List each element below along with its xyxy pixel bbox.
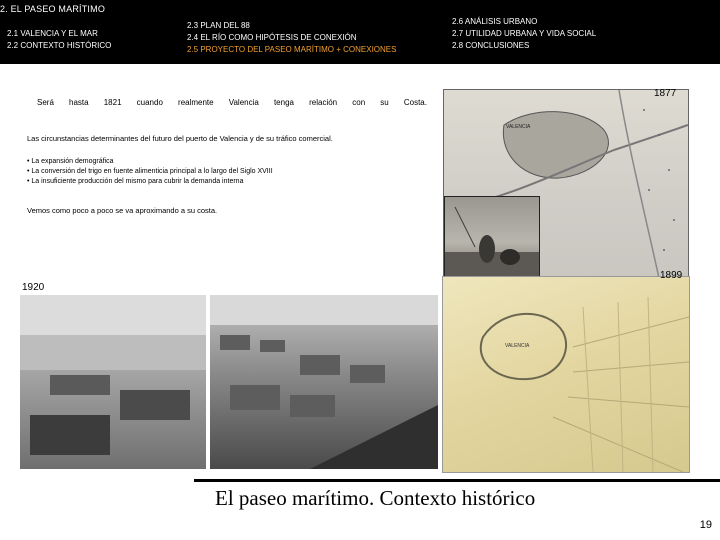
paragraph-circumstances: Las circunstancias determinantes del futuro del puerto de Valencia y de su tráfico comercial. bbox=[27, 134, 333, 143]
aerial-photo-drawing bbox=[210, 295, 438, 469]
nav-item-rio-conexion[interactable]: 2.4 EL RÍO COMO HIPÓTESIS DE CONEXIÓN bbox=[187, 33, 357, 42]
aerial-photo-coast bbox=[210, 295, 438, 469]
nav-column-2 bbox=[187, 20, 396, 56]
year-label-1899: 1899 bbox=[660, 270, 683, 281]
footer-divider bbox=[194, 479, 720, 482]
intro-word: cuando bbox=[136, 98, 163, 107]
page-number: 19 bbox=[699, 519, 712, 531]
nav-column-3 bbox=[452, 16, 596, 52]
bullet-list bbox=[27, 157, 273, 187]
people-on-beach-photo bbox=[444, 196, 540, 280]
intro-word: hasta bbox=[69, 98, 89, 107]
intro-sentence bbox=[37, 98, 427, 107]
nav-item-proyecto-paseo[interactable]: 2.5 PROYECTO DEL PASEO MARÍTIMO + CONEXIONES bbox=[187, 45, 397, 54]
port-photo-drawing bbox=[20, 295, 206, 469]
intro-word: 1821 bbox=[103, 98, 122, 107]
intro-word: Costa. bbox=[403, 98, 427, 107]
header-bar bbox=[0, 0, 720, 64]
intro-word: tenga bbox=[273, 98, 294, 107]
bullet-item: • La expansión demográfica bbox=[27, 158, 114, 165]
paragraph-approach: Vemos como poco a poco se va aproximando a su costa. bbox=[27, 206, 218, 215]
nav-column-1 bbox=[7, 28, 111, 52]
slide-title: El paseo marítimo. Contexto histórico bbox=[215, 486, 536, 510]
bullet-item: • La conversión del trigo en fuente alimenticia principal a lo largo del Siglo XVIII bbox=[27, 168, 273, 175]
nav-item-plan-88[interactable]: 2.3 PLAN DEL 88 bbox=[187, 21, 250, 30]
nav-item-valencia-mar[interactable]: 2.1 VALENCIA Y EL MAR bbox=[7, 29, 98, 38]
intro-word: relación bbox=[309, 98, 338, 107]
intro-word: su bbox=[380, 98, 389, 107]
map-1899-drawing bbox=[443, 277, 689, 472]
map2-label: VALENCIA bbox=[505, 343, 530, 349]
year-label-1920: 1920 bbox=[22, 282, 45, 293]
map-1899-image bbox=[442, 276, 690, 473]
nav-item-analisis-urbano[interactable]: 2.6 ANÁLISIS URBANO bbox=[452, 17, 538, 26]
beach-photo-drawing bbox=[445, 197, 539, 279]
intro-word: Valencia bbox=[228, 98, 259, 107]
nav-item-conclusiones[interactable]: 2.8 CONCLUSIONES bbox=[452, 41, 530, 50]
intro-word: realmente bbox=[178, 98, 214, 107]
section-title: 2. EL PASEO MARÍTIMO bbox=[0, 4, 106, 14]
nav-item-contexto-historico[interactable]: 2.2 CONTEXTO HISTÓRICO bbox=[7, 41, 112, 50]
intro-word: con bbox=[352, 98, 366, 107]
year-label-1877: 1877 bbox=[654, 88, 677, 99]
bullet-item: • La insuficiente producción del mismo para cubrir la demanda interna bbox=[27, 178, 244, 185]
nav-item-utilidad-urbana[interactable]: 2.7 UTILIDAD URBANA Y VIDA SOCIAL bbox=[452, 29, 597, 38]
port-photo-1920 bbox=[20, 295, 206, 469]
map-label: VALENCIA bbox=[506, 124, 531, 130]
intro-word: Será bbox=[37, 98, 54, 107]
